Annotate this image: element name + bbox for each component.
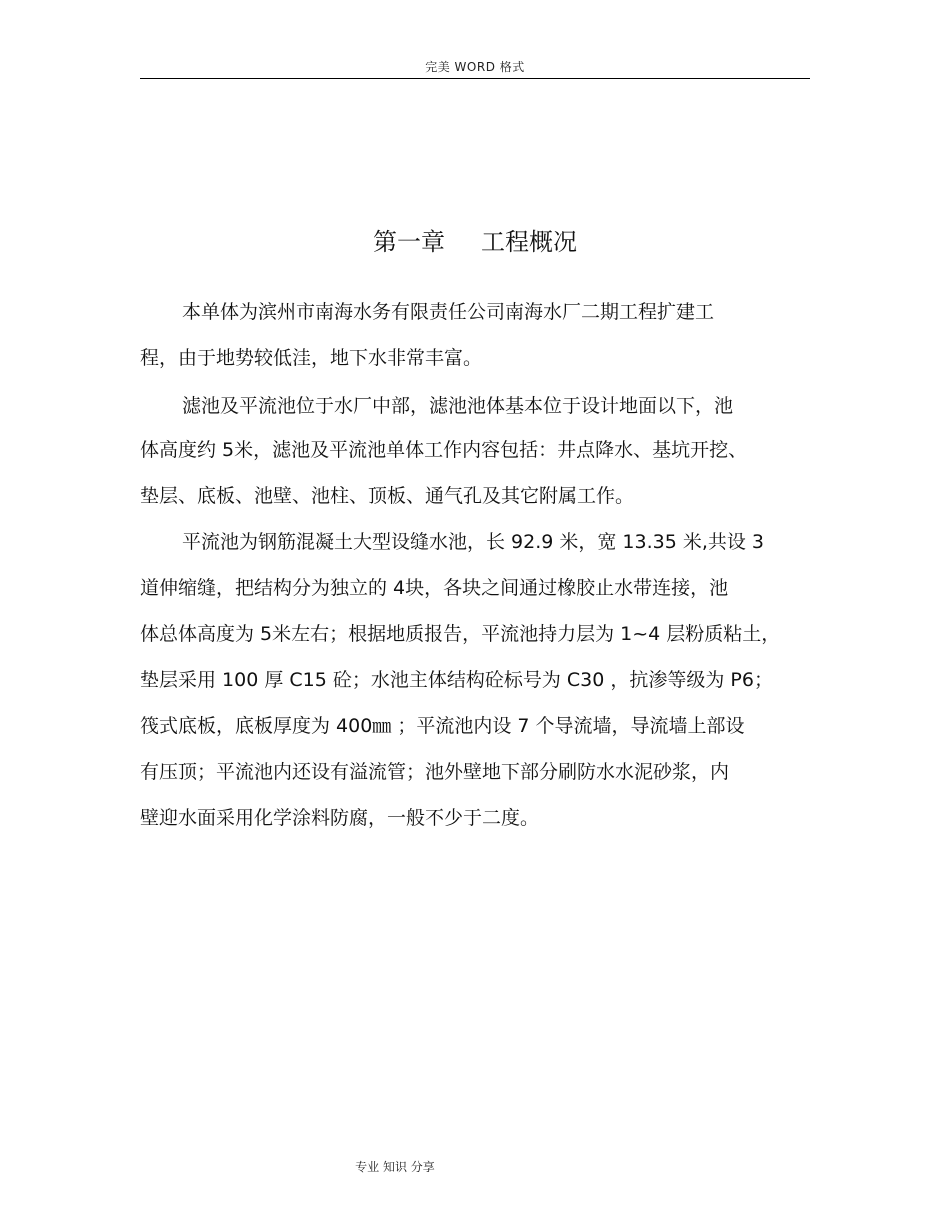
paragraph-3-line-2: 道伸缩缝，把结构分为独立的 4块，各块之间通过橡胶止水带连接，池 — [140, 577, 729, 599]
paragraph-3-line-4: 垫层采用 100 厚 C15 砼；水池主体结构砼标号为 C30 ，抗渗等级为 P6； — [140, 669, 773, 691]
header-divider — [140, 78, 810, 79]
paragraph-3-line-6: 有压顶；平流池内还设有溢流管；池外壁地下部分刷防水水泥砂浆，内 — [140, 761, 730, 783]
paragraph-2-line-2: 体高度约 5米，滤池及平流池单体工作内容包括：井点降水、基坑开挖、 — [140, 439, 748, 461]
chapter-title — [140, 222, 810, 257]
chapter-name: 工程概况 — [481, 228, 577, 256]
page-footer: 专业 知识 分享 — [355, 1160, 435, 1174]
paragraph-2-line-1: 滤池及平流池位于水厂中部，滤池池体基本位于设计地面以下，池 — [182, 395, 734, 417]
paragraph-3-line-1: 平流池为钢筋混凝土大型设缝水池，长 92.9 米，宽 13.35 米,共设 3 — [182, 531, 765, 553]
paragraph-3-line-7: 壁迎水面采用化学涂料防腐，一般不少于二度。 — [140, 807, 540, 829]
paragraph-1-line-2: 程，由于地势较低洼，地下水非常丰富。 — [140, 347, 483, 369]
chapter-number: 第一章 — [373, 228, 445, 256]
paragraph-1-line-1: 本单体为滨州市南海水务有限责任公司南海水厂二期工程扩建工 — [182, 301, 715, 323]
paragraph-3-line-5: 筏式底板，底板厚度为 400㎜ ；平流池内设 7 个导流墙，导流墙上部设 — [140, 715, 745, 737]
paragraph-2-line-3: 垫层、底板、池壁、池柱、顶板、通气孔及其它附属工作。 — [140, 485, 635, 507]
page-header: 完美 WORD 格式 — [425, 60, 525, 74]
paragraph-3-line-3: 体总体高度为 5米左右；根据地质报告，平流池持力层为 1~4 层粉质粘土， — [140, 623, 781, 645]
